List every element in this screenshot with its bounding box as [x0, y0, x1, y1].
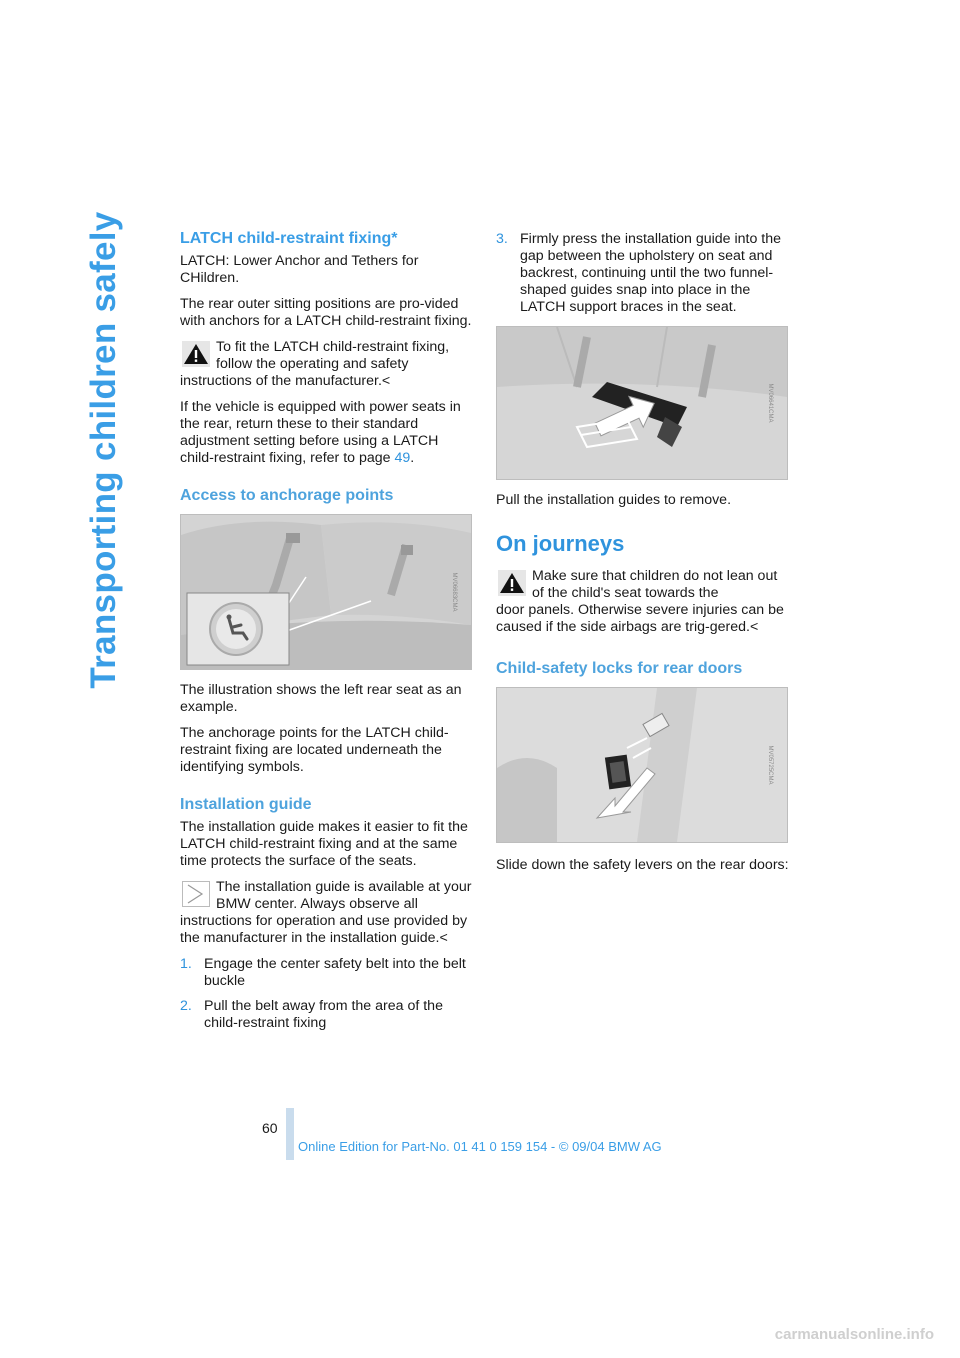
installation-guide-figure [496, 326, 788, 480]
end-mark: < [439, 930, 448, 946]
step-number: 2. [180, 998, 192, 1014]
warning-triangle-icon [182, 341, 210, 367]
figure-3-code: MV05725CMA [766, 745, 773, 785]
page-number: 60 [262, 1120, 278, 1136]
end-mark: < [381, 373, 391, 389]
latch-paragraph-2: The rear outer sitting positions are pro-vided with anchors for a LATCH child-restraint fixing. [180, 296, 472, 329]
page-ref-link[interactable]: 49 [394, 450, 411, 466]
anchorage-figure [180, 514, 472, 670]
latch-paragraph-1: LATCH: Lower Anchor and Tethers for CHildren. [180, 253, 419, 286]
list-item [180, 956, 472, 990]
list-item [180, 998, 472, 1032]
step-text: Engage the center safety belt into the belt buckle [204, 956, 466, 989]
footer-text: Online Edition for Part-No. 01 41 0 159 154 - © 09/04 BMW AG [298, 1139, 662, 1154]
child-lock-illustration [497, 688, 787, 842]
access-heading: Access to anchorage points [180, 487, 394, 504]
step-text: Pull the belt away from the area of the child-restraint fixing [204, 998, 443, 1031]
access-paragraph-1: The illustration shows the left rear seat as an example. [180, 682, 462, 715]
left-column [180, 226, 472, 1040]
note-arrow-icon [182, 881, 210, 907]
note-rest: instructions for operation and use provided by the manufacturer in the installation guide. [180, 913, 468, 946]
steps-list-continued [496, 231, 790, 316]
list-item [496, 231, 790, 316]
section-title-text: Transporting children safely [84, 211, 123, 689]
installation-guide-illustration [497, 327, 787, 479]
latch-p3-text: If the vehicle is equipped with power seats in the rear, return these to their standard adjustment setting before using a LATCH child-restraint fixing, refer to page [180, 399, 461, 466]
locks-heading: Child-safety locks for rear doors [496, 660, 743, 677]
steps-list [180, 956, 472, 1032]
latch-paragraph-3 [180, 399, 472, 467]
slide-paragraph: Slide down the safety levers on the rear doors: [496, 857, 789, 873]
figure-1-code: MV06683CMA [450, 572, 457, 612]
warning-2-first: Make sure that children do not lean out of the child's seat towards the [532, 568, 778, 601]
note-notice [180, 879, 472, 947]
installation-paragraph: The installation guide makes it easier to fit the LATCH child-restraint fixing and at the same time protects the surface of the seats. [180, 819, 468, 869]
figure-2-code: MV06641CMA [766, 383, 773, 423]
note-first: The installation guide is available at your BMW center. Always observe all [216, 879, 472, 912]
footer-bar [286, 1108, 294, 1160]
step-number: 3. [496, 231, 508, 247]
step-number: 1. [180, 956, 192, 972]
child-lock-figure [496, 687, 788, 843]
warning-triangle-icon [498, 570, 526, 596]
end-mark: < [749, 619, 759, 635]
warning-2-rest: door panels. Otherwise severe injuries can be caused if the side airbags are trig-gered. [496, 602, 784, 635]
journeys-heading: On journeys [496, 531, 625, 556]
installation-heading: Installation guide [180, 796, 312, 813]
warning-1-first: To fit the LATCH child-restraint fixing, follow the operating and safety [216, 339, 450, 372]
latch-p3-end: . [410, 450, 415, 466]
side-section-title [44, 211, 164, 689]
warning-notice-1 [180, 339, 472, 390]
latch-heading: LATCH child-restraint fixing* [180, 230, 398, 247]
watermark: carmanualsonline.info [774, 1326, 934, 1343]
warning-notice-2 [496, 568, 790, 636]
pull-paragraph: Pull the installation guides to remove. [496, 492, 732, 508]
anchorage-illustration [181, 515, 471, 669]
access-paragraph-2: The anchorage points for the LATCH child-restraint fixing are located underneath the identifying symbols. [180, 725, 449, 775]
right-column [496, 226, 790, 883]
step-text: Firmly press the installation guide into the gap between the upholstery on seat and backrest, continuing until the two funnel-shaped guides snap into place in the LATCH support braces in the seat. [520, 231, 782, 315]
warning-1-rest: instructions of the manufacturer. [180, 373, 382, 389]
